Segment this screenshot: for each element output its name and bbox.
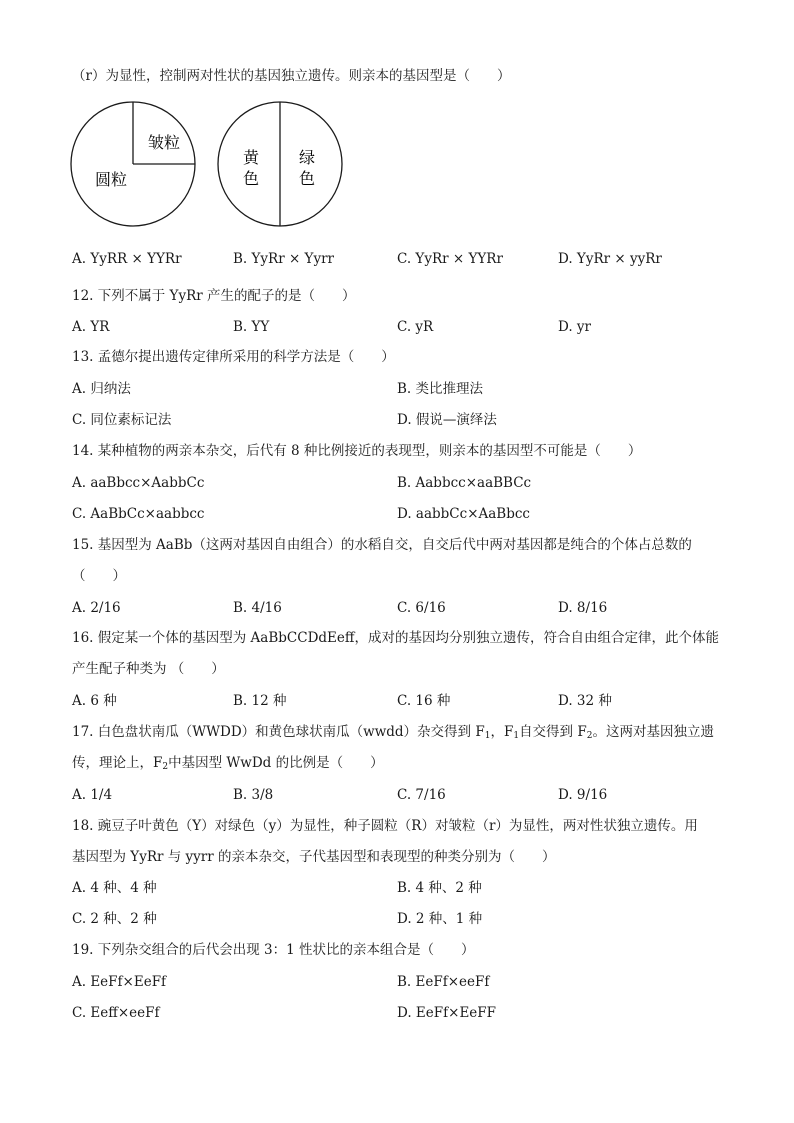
q19-option-b[interactable]: B. EeFf×eeFf [397, 974, 490, 990]
q18-stem-line-2: 基因型为 YyRr 与 yyrr 的亲本杂交，子代基因型和表现型的种类分别为（ ） [72, 849, 556, 865]
q15-option-a[interactable]: A. 2/16 [72, 600, 121, 616]
q15-stem-line-2: （ ） [72, 568, 126, 584]
subscript-2: 2 [586, 731, 593, 741]
q19-option-c[interactable]: C. Eeff×eeFf [72, 1005, 160, 1021]
q12-option-d[interactable]: D. yr [558, 319, 592, 335]
q12-option-b[interactable]: B. YY [233, 319, 270, 335]
q17-option-c[interactable]: C. 7/16 [397, 787, 446, 803]
subscript-1: 1 [513, 731, 520, 741]
q17-text-a: 17. 白色盘状南瓜（WWDD）和黄色球状南瓜（wwdd）杂交得到 F [72, 724, 485, 740]
q16-stem-line-1: 16. 假定某一个体的基因型为 AaBbCCDdEeff，成对的基因均分别独立遗传，符合自由组合定律，此个体能 [72, 630, 719, 646]
q19-option-d[interactable]: D. EeFf×EeFF [397, 1005, 497, 1021]
q17-text-d: 。这两对基因独立遗 [592, 724, 714, 740]
pie2-label-green-1: 绿 [299, 148, 316, 167]
q16-option-c[interactable]: C. 16 种 [397, 693, 451, 709]
q13-option-a[interactable]: A. 归纳法 [72, 381, 131, 397]
q15-option-b[interactable]: B. 4/16 [233, 600, 282, 616]
subscript-2: 2 [162, 762, 169, 772]
q16-option-d[interactable]: D. 32 种 [558, 693, 612, 709]
q16-stem-line-2: 产生配子种类为 （ ） [72, 661, 225, 677]
q11-option-a[interactable]: A. YyRR × YYRr [72, 251, 182, 267]
q17-text-e: 传，理论上，F [72, 755, 163, 771]
q15-stem-line-1: 15. 基因型为 AaBb（这两对基因自由组合）的水稻自交，自交后代中两对基因都是纯合的个体占总数的 [72, 537, 692, 553]
q17-text-b: ，F [490, 724, 514, 740]
q12-stem: 12. 下列不属于 YyRr 产生的配子的是（ ） [72, 288, 356, 304]
q14-option-c[interactable]: C. AaBbCc×aabbcc [72, 506, 205, 522]
q19-stem: 19. 下列杂交组合的后代会出现 3：1 性状比的亲本组合是（ ） [72, 942, 475, 958]
q18-option-c[interactable]: C. 2 种、2 种 [72, 911, 157, 927]
q13-stem: 13. 孟德尔提出遗传定律所采用的科学方法是（ ） [72, 349, 395, 365]
q18-option-a[interactable]: A. 4 种、4 种 [72, 880, 157, 896]
q16-option-b[interactable]: B. 12 种 [233, 693, 287, 709]
q15-option-c[interactable]: C. 6/16 [397, 600, 446, 616]
q12-option-a[interactable]: A. YR [72, 319, 110, 335]
pie-figure [68, 100, 368, 230]
pie2-label-yellow-1: 黄 [243, 148, 260, 167]
q14-option-a[interactable]: A. aaBbcc×AabbCc [72, 475, 205, 491]
subscript-1: 1 [484, 731, 491, 741]
q11-option-b[interactable]: B. YyRr × Yyrr [233, 251, 334, 267]
q11-option-d[interactable]: D. YyRr × yyRr [558, 251, 662, 267]
pie-seed-color [218, 102, 342, 226]
q14-option-d[interactable]: D. aabbCc×AaBbcc [397, 506, 530, 522]
q19-option-a[interactable]: A. EeFf×EeFf [72, 974, 167, 990]
q12-option-c[interactable]: C. yR [397, 319, 434, 335]
q18-stem-line-1: 18. 豌豆子叶黄色（Y）对绿色（y）为显性，种子圆粒（R）对皱粒（r）为显性，两对性状独立遗传。用 [72, 818, 698, 834]
pie1-label-round: 圆粒 [95, 170, 128, 189]
pie2-label-yellow-2: 色 [243, 169, 260, 188]
q17-text-f: 中基因型 WwDd 的比例是（ ） [168, 755, 384, 771]
pie1-label-wrinkled: 皱粒 [148, 133, 181, 152]
q13-option-c[interactable]: C. 同位素标记法 [72, 412, 172, 428]
q17-text-c: 自交得到 F [519, 724, 587, 740]
pie-seed-shape [71, 102, 195, 226]
q17-stem-line-1 [72, 722, 714, 746]
q13-option-b[interactable]: B. 类比推理法 [397, 381, 484, 397]
q17-option-b[interactable]: B. 3/8 [233, 787, 274, 803]
q16-option-a[interactable]: A. 6 种 [72, 693, 117, 709]
q14-stem: 14. 某种植物的两亲本杂交，后代有 8 种比例接近的表现型，则亲本的基因型不可能是（ ） [72, 443, 642, 459]
q18-option-b[interactable]: B. 4 种、2 种 [397, 880, 482, 896]
q14-option-b[interactable]: B. Aabbcc×aaBBCc [397, 475, 532, 491]
q11-option-c[interactable]: C. YyRr × YYRr [397, 251, 503, 267]
q13-option-d[interactable]: D. 假说—演绎法 [397, 412, 497, 428]
pie2-label-green-2: 色 [299, 169, 316, 188]
q15-option-d[interactable]: D. 8/16 [558, 600, 608, 616]
q17-stem-line-2 [72, 753, 384, 777]
question-11-stem: （r）为显性，控制两对性状的基因独立遗传。则亲本的基因型是（ ） [72, 68, 511, 84]
q17-option-a[interactable]: A. 1/4 [72, 787, 113, 803]
q17-option-d[interactable]: D. 9/16 [558, 787, 608, 803]
q18-option-d[interactable]: D. 2 种、1 种 [397, 911, 483, 927]
